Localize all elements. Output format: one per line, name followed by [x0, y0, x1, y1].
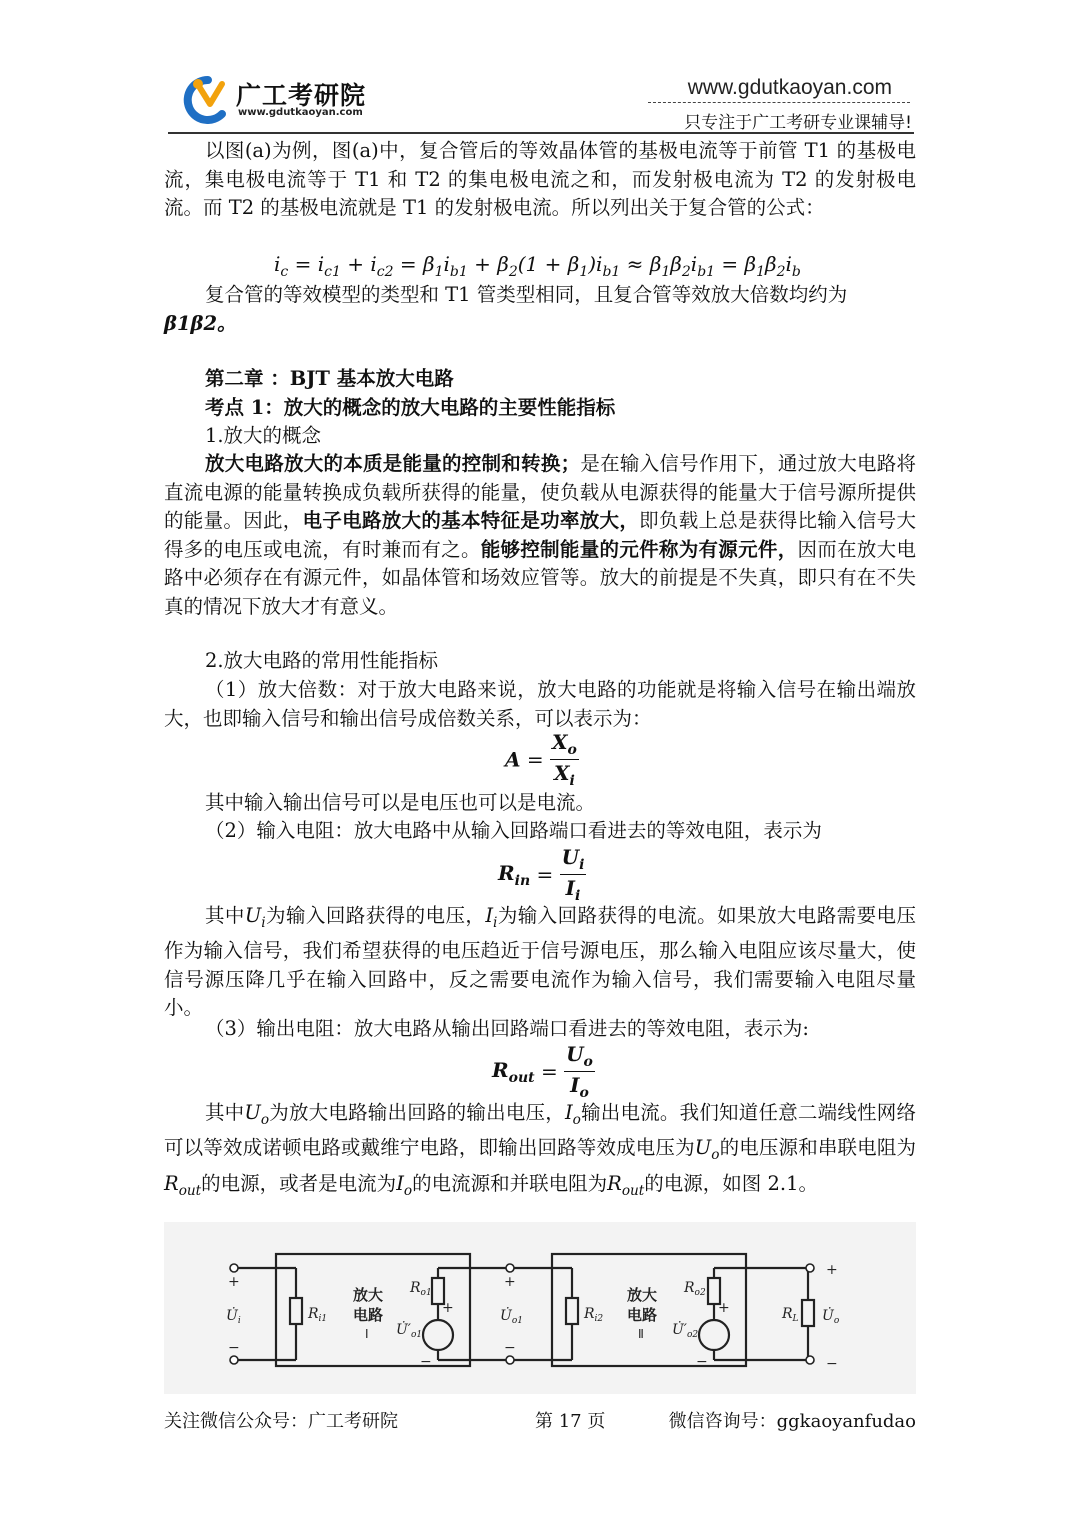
- p3-bold-1: 放大电路放大的本质是能量的控制和转换；: [204, 452, 581, 475]
- p3-text-3: 因而在放大电路中必须存在有源元件，如晶体管和场效应管等。放大的前提是不失真，即只有在不失真的情况下放大才有意义。: [164, 537, 916, 618]
- beta-product-bold: β1β2。: [164, 311, 237, 335]
- paragraph-gain: （1）放大倍数：对于放大电路来说，放大电路的功能就是将输入信号在输出端放大，也即输入信号和输出信号成倍数关系，可以表示为：: [164, 678, 916, 730]
- formula-output-resistance: $R_{out}$ = $\frac{U_o}{I_o}$: [492, 1042, 593, 1101]
- block2-label-1: 放大: [627, 1286, 658, 1304]
- label-ro2: $R_{o2}$: [684, 1280, 706, 1298]
- terminal-out-top: [806, 1264, 814, 1272]
- block1-label-1: 放大: [353, 1286, 384, 1304]
- minus-in: −: [228, 1340, 240, 1356]
- paragraph-output-resistance-explain: 其中$U_o$为放大电路输出回路的输出电压，$I_o$输出电流。我们知道任意二端线性网络可以等效成诺顿电路或戴维宁电路，即输出回路等效成电压为$U_o$的电压源和串联电阻为$R_{out}$的电源，或者是电流为$I_o$的电流源和并联电阻为$R_{out}$的电源，如图 2.1。: [164, 1101, 916, 1199]
- paragraph-input-resistance-explain: 其中$U_i$为输入回路获得的电压，$I_i$为输入回路获得的电流。如果放大电路需要电压作为输入信号，我们希望获得的电压趋近于信号源电压，那么输入电阻应该尽量大，使信号源压降几乎在输入回路中，反之需要电流作为输入信号，我们需要输入电阻尽量小。: [164, 904, 916, 1020]
- minus-mid: −: [504, 1340, 516, 1356]
- label-ri2: $R_{i2}$: [584, 1306, 604, 1324]
- paragraph-compound-transistor: 以图(a)为例，图(a)中，复合管后的等效晶体管的基极电流等于前管 T1 的基极电流，集电极电流等于 T1 和 T2 的集电极电流之和，而发射极电流为 T2 的发射极电流。而 T2 的基极电流就是 T1 的发射极电流。所以列出关于复合管的公式：: [164, 139, 916, 219]
- formula-compound-current: $i_c = i_{c1} + i_{c2} = \beta_1i_{b1} + \beta_2(1 + \beta_1)i_{b1} \approx \beta_1\beta_2i_{b1} = \beta_1\beta_2i_b$: [274, 252, 801, 280]
- terminal-out-bottom: [806, 1356, 814, 1364]
- footer-wechat-account: 关注微信公众号：广工考研院: [164, 1411, 398, 1432]
- rout-text-1: 其中: [204, 1101, 245, 1124]
- rout-text-7: 的电源，如图 2.1。: [644, 1171, 819, 1195]
- paragraph-output-resistance: （3）输出电阻：放大电路从输出回路端口看进去的等效电阻，表示为:: [204, 1017, 809, 1040]
- logo: [178, 74, 378, 124]
- header-slogan: 只专注于广工考研专业课辅导!: [684, 113, 912, 133]
- section-title-concept: 1.放大的概念: [204, 424, 322, 447]
- logo-mark-icon: [178, 74, 232, 124]
- footer-page-number: 第 17 页: [535, 1411, 606, 1432]
- p3-text-1: 是在输入信号作用下，通过放大电路将直流电源的能量转换成负载所获得的能量，使负载从电源获得的能量大于信号源所提供的能量。因此，: [164, 452, 916, 532]
- label-rl: $R_L$: [782, 1306, 799, 1324]
- plus-src1: +: [442, 1300, 454, 1316]
- formula-input-resistance: $R_{in}$ = $\frac{U_i}{I_i}$: [498, 845, 585, 904]
- rout-text-2: 为放大电路输出回路的输出电压，: [269, 1101, 565, 1124]
- label-uo1-src: $U̇'_{o1}$: [396, 1322, 423, 1340]
- minus-out: −: [826, 1356, 838, 1372]
- section-title-indicators: 2.放大电路的常用性能指标: [204, 649, 439, 672]
- label-uo: $U̇_o$: [822, 1308, 840, 1326]
- rout-text-6: 的电流源和并联电阻为: [412, 1171, 608, 1195]
- minus-src1: −: [420, 1354, 432, 1370]
- terminal-mid-top: [506, 1264, 514, 1272]
- paragraph-input-resistance: （2）输入电阻：放大电路中从输入回路端口看进去的等效电阻，表示为: [204, 819, 822, 842]
- terminal-mid-bottom: [506, 1356, 514, 1364]
- rout-text-4: 的电压源和串联电阻为: [719, 1136, 916, 1160]
- label-uo1: $U̇_{o1}$: [500, 1308, 523, 1326]
- logo-url: www.gdutkaoyan.com: [238, 107, 363, 118]
- p3-bold-3: 能够控制能量的元件称为有源元件，: [480, 537, 798, 561]
- paragraph-amplification-concept: [164, 450, 916, 621]
- label-ro1: $R_{o1}$: [410, 1280, 432, 1298]
- paragraph-equivalent-model-text: 复合管的等效模型的类型和 T1 管类型相同，且复合管等效放大倍数均约为: [204, 283, 848, 306]
- header-rule: [168, 132, 914, 134]
- chapter-title: 第二章 ：BJT 基本放大电路: [204, 367, 454, 390]
- rout-text-5: 的电源，或者是电流为: [201, 1171, 397, 1195]
- rin-text-2: 为输入回路获得的电压，: [265, 904, 486, 927]
- plus-out: +: [826, 1262, 838, 1278]
- logo-name: 广工考研院: [236, 81, 367, 110]
- minus-src2: −: [696, 1354, 708, 1370]
- terminal-in-top: [230, 1264, 238, 1272]
- label-uo2-src: $U̇'_{o2}$: [672, 1322, 699, 1340]
- label-ri1: $R_{i1}$: [308, 1306, 328, 1324]
- cascade-amplifier-circuit: [164, 1222, 916, 1394]
- rin-text-3: 为输入回路获得的电流。如果放大电路需要电压作为输入信号，我们希望获得的电压趋近于信号源电压，那么输入电阻应该尽量大，使信号源压降几乎在输入回路中，反之需要电流作为输入信号，我们需要输入电阻尽量小。: [164, 904, 916, 1020]
- p3-text-2: 即负载上总是获得比输入信号大得多的电压或电流，有时兼而有之。: [164, 509, 916, 561]
- block1-label-2: 电路: [353, 1306, 384, 1324]
- plus-mid: +: [504, 1274, 516, 1290]
- terminal-in-bottom: [230, 1356, 238, 1364]
- plus-src2: +: [718, 1300, 730, 1316]
- paragraph-gain-note: 其中输入输出信号可以是电压也可以是电流。: [204, 791, 595, 814]
- label-ui: $U̇_i$: [226, 1308, 241, 1326]
- kaodian-title: 考点 1：放大的概念的放大电路的主要性能指标: [204, 396, 616, 419]
- p3-bold-2: 电子电路放大的基本特征是功率放大，: [302, 509, 640, 532]
- header-dashed-divider: [648, 102, 910, 103]
- block1-label-3: Ⅰ: [365, 1327, 369, 1341]
- block2-label-2: 电路: [627, 1306, 658, 1324]
- block2-label-3: Ⅱ: [638, 1327, 644, 1341]
- footer-wechat-contact: 微信咨询号：ggkaoyanfudao: [668, 1411, 916, 1432]
- rout-text-3: 输出电流。我们知道任意二端线性网络可以等效成诺顿电路或戴维宁电路，即输出回路等效成电压为: [164, 1101, 916, 1160]
- formula-gain: A = $\frac{X_o}{X_i}$: [505, 730, 577, 789]
- site-url[interactable]: www.gdutkaoyan.com: [687, 76, 892, 99]
- plus-in: +: [228, 1274, 240, 1290]
- rin-text-1: 其中: [204, 904, 245, 927]
- paragraph-equivalent-model: [164, 281, 916, 338]
